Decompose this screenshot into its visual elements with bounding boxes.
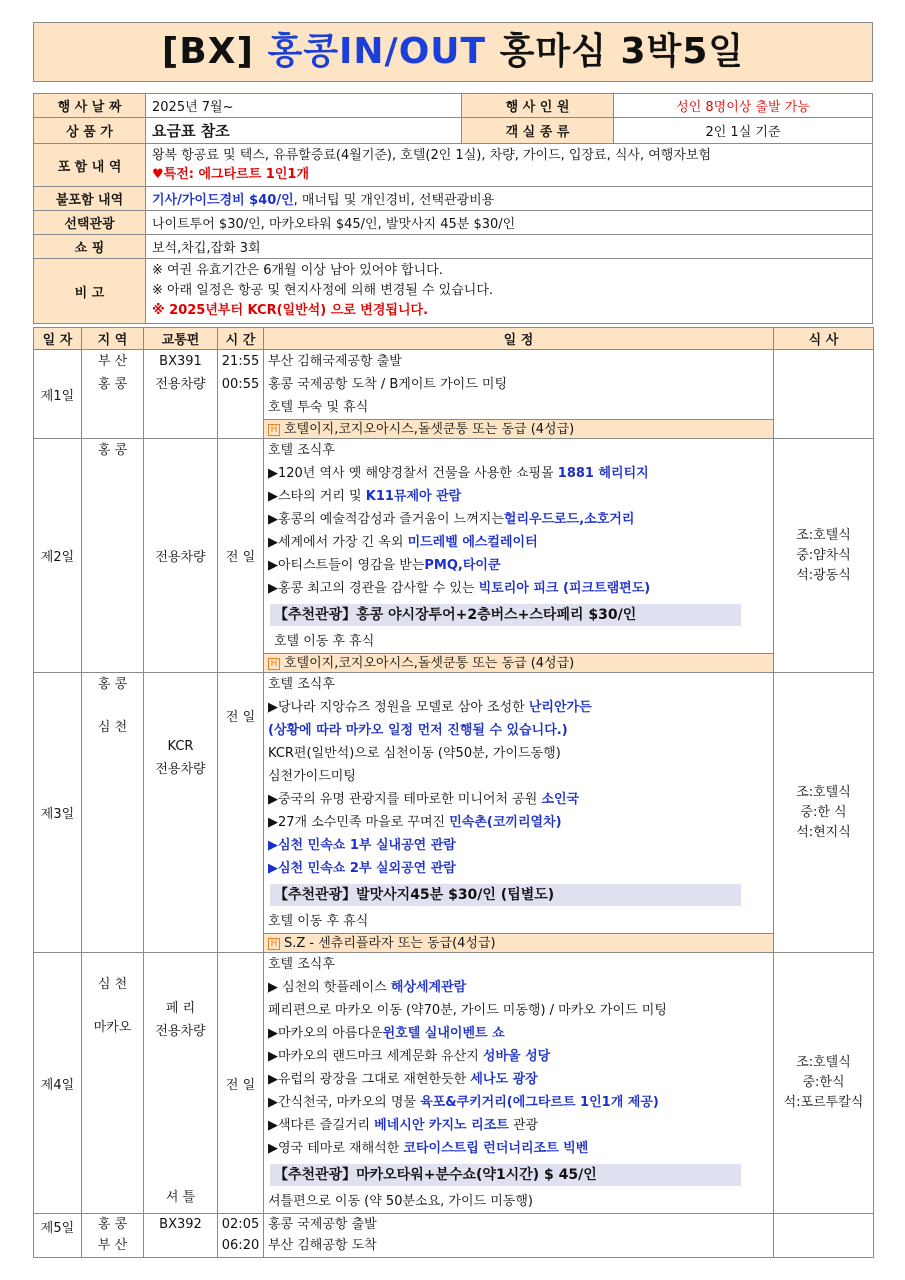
day3-row xyxy=(34,673,874,953)
day1-trans2: 전용차량 xyxy=(155,377,206,392)
day5-trans: BX392 xyxy=(159,1217,202,1232)
day4-line10: 셔틀편으로 이동 (약 50분소요, 가이드 미동행) xyxy=(268,1194,533,1209)
day2-region: 홍 콩 xyxy=(97,443,128,458)
day3-recommend: 【추천관광】발맛사지45분 $30/인 (팁별도) xyxy=(270,884,741,906)
option-value: 나이트투어 $30/인, 마카오타워 $45/인, 발맛사지 45분 $30/인 xyxy=(146,211,873,235)
day2-line1: 호텔 조식후 xyxy=(268,443,335,458)
day1-time2: 00:55 xyxy=(221,377,260,392)
day5-line2: 부산 김해공항 도착 xyxy=(268,1238,377,1253)
day3-line1: 호텔 조식후 xyxy=(268,677,335,692)
hotel-icon: H xyxy=(268,424,280,436)
day3-line7: ▶27개 소수민족 마을로 꾸며진 민속촌(코끼리열차) xyxy=(268,815,562,830)
info-table xyxy=(33,93,873,324)
day3-line9: ▶심천 민속쇼 2부 실외공연 관람 xyxy=(268,861,456,876)
day1-time1: 21:55 xyxy=(221,354,260,369)
title-prefix: [BX] xyxy=(161,31,268,72)
day4-meal1: 조:호텔식 xyxy=(796,1055,851,1070)
header-transport: 교통편 xyxy=(144,328,218,350)
day2-line4: ▶홍콩의 예술적감성과 즐거움이 느껴지는헐리우드로드,소호거리 xyxy=(268,512,635,527)
hotel-icon: H xyxy=(268,938,280,950)
day4-meal2: 중:한식 xyxy=(802,1075,845,1090)
include-value: 왕복 항공료 및 텍스, 유류할증료(4월기준), 호텔(2인 1실), 차량, 가이드, 입장료, 식사, 여행자보험 xyxy=(152,148,712,163)
day2-line5: ▶세계에서 가장 긴 옥외 미드레벨 에스컬레이터 xyxy=(268,535,538,550)
exclude-bold: 기사/가이드경비 $40/인 xyxy=(152,193,294,208)
exclude-label: 불포함 내역 xyxy=(34,187,146,211)
header-region: 지 역 xyxy=(82,328,144,350)
price-label: 상 품 가 xyxy=(34,118,146,144)
shop-value: 보석,차깁,잡화 3회 xyxy=(146,235,873,259)
day3-line4: KCR편(일반석)으로 심천이동 (약50분, 가이드동행) xyxy=(268,746,561,761)
schedule-table xyxy=(33,327,874,1258)
hotel-icon: H xyxy=(268,658,280,670)
day2-time: 전 일 xyxy=(225,550,256,565)
day1-region2: 홍 콩 xyxy=(97,377,128,392)
option-label: 선택관광 xyxy=(34,211,146,235)
day3-trans1: KCR xyxy=(167,739,194,754)
day4-label: 제4일 xyxy=(34,953,82,1214)
day2-recommend: 【추천관광】홍콩 야시장투어+2층버스+스타페리 $30/인 xyxy=(270,604,741,626)
day5-region1: 홍 콩 xyxy=(97,1217,128,1232)
day5-time2: 06:20 xyxy=(221,1238,260,1253)
price-value: 요금표 참조 xyxy=(146,118,462,144)
day4-trans3: 셔 틀 xyxy=(165,1190,196,1205)
period-value: 2025년 7월~ xyxy=(146,94,462,118)
period-label: 행 사 날 짜 xyxy=(34,94,146,118)
day4-line9: ▶영국 테마로 재해석한 코타이스트립 런더너리조트 빅벤 xyxy=(268,1141,589,1156)
day3-region2: 심 천 xyxy=(97,720,128,735)
day5-region2: 부 산 xyxy=(97,1238,128,1253)
day3-meal2: 중:한 식 xyxy=(800,804,847,820)
note-1: ※ 여권 유효기간은 6개월 이상 남아 있어야 합니다. xyxy=(152,263,443,278)
note-label: 비 고 xyxy=(34,259,146,324)
day1-hotel: H 호텔이지,코지오아시스,돌셋쿤통 또는 동급 (4성급) xyxy=(264,419,773,438)
shop-label: 쇼 핑 xyxy=(34,235,146,259)
day4-line8: ▶색다른 즐길거리 베네시안 카지노 리조트 관광 xyxy=(268,1118,539,1133)
day4-line1: 호텔 조식후 xyxy=(268,957,335,972)
day3-trans2: 전용차량 xyxy=(155,762,206,777)
day1-row xyxy=(34,350,874,439)
room-value: 2인 1실 기준 xyxy=(614,118,873,144)
header-meal: 식 사 xyxy=(774,328,874,350)
day4-region2: 마카오 xyxy=(93,1020,132,1035)
include-label: 포 함 내 역 xyxy=(34,144,146,187)
header-time: 시 간 xyxy=(218,328,264,350)
note-2: ※ 아래 일정은 항공 및 현지사정에 의해 변경될 수 있습니다. xyxy=(152,283,494,298)
day1-label: 제1일 xyxy=(34,350,82,439)
day4-time: 전 일 xyxy=(225,1077,256,1093)
day2-line8: 호텔 이동 후 휴식 xyxy=(274,634,375,649)
day5-row xyxy=(34,1214,874,1258)
day3-line2: ▶당나라 지앙슈즈 정원을 모델로 삼아 조성한 난리안가든 xyxy=(268,700,592,715)
day4-recommend: 【추천관광】마카오타워+분수쇼(약1시간) $ 45/인 xyxy=(270,1164,741,1186)
include-special: ♥특전: 에그타르트 1인1개 xyxy=(152,167,310,182)
day3-meal1: 조:호텔식 xyxy=(796,784,851,800)
day4-line5: ▶마카오의 랜드마크 세계문화 유산지 성바울 성당 xyxy=(268,1049,551,1064)
day2-label: 제2일 xyxy=(34,439,82,673)
day4-line4: ▶마카오의 아름다운윈호텔 실내이벤트 쇼 xyxy=(268,1026,505,1041)
day4-trans1: 페 리 xyxy=(165,1001,196,1016)
header-day: 일 자 xyxy=(34,328,82,350)
day3-meal3: 석:현지식 xyxy=(796,824,851,840)
day2-meal1: 조:호텔식 xyxy=(796,527,851,543)
day3-time: 전 일 xyxy=(225,710,256,725)
day4-line2: ▶ 심천의 핫플레이스 해상세계관람 xyxy=(268,980,467,995)
day3-hotel: H S.Z - 센츄리플라자 또는 동급(4성급) xyxy=(264,933,773,952)
exclude-rest: , 매너팁 및 개인경비, 선택관광비용 xyxy=(293,193,495,208)
day5-line1: 홍콩 국제공항 출발 xyxy=(268,1217,377,1232)
day2-line7: ▶홍콩 최고의 경관을 감사할 수 있는 빅토리아 피크 (피크트램편도) xyxy=(268,581,651,596)
day3-label: 제3일 xyxy=(34,673,82,953)
day4-line7: ▶간식천국, 마카오의 명물 육포&쿠키거리(에그타르트 1인1개 제공) xyxy=(268,1095,659,1110)
day2-trans: 전용차량 xyxy=(155,550,206,565)
day1-line2: 홍콩 국제공항 도착 / B게이트 가이드 미팅 xyxy=(268,377,508,392)
people-label: 행 사 인 원 xyxy=(462,94,614,118)
day4-trans2: 전용차량 xyxy=(155,1024,206,1039)
note-3: ※ 2025년부터 KCR(일반석) 으로 변경됩니다. xyxy=(152,303,429,318)
header-schedule: 일 정 xyxy=(264,328,774,350)
day4-region1: 심 천 xyxy=(97,977,128,992)
day3-line10: 호텔 이동 후 휴식 xyxy=(268,914,369,929)
day2-line2: ▶120년 역사 옛 해양경찰서 건물을 사용한 쇼핑몰 1881 헤리티지 xyxy=(268,466,649,481)
day1-line3: 호텔 투숙 및 휴식 xyxy=(268,400,369,415)
title-highlight: 홍콩IN/OUT xyxy=(267,31,487,72)
day3-line8: ▶심천 민속쇼 1부 실내공연 관람 xyxy=(268,838,456,853)
day1-trans1: BX391 xyxy=(159,354,202,369)
day2-meal2: 중:얌차식 xyxy=(796,547,851,563)
day3-line6: ▶중국의 유명 관광지를 테마로한 미니어처 공원 소인국 xyxy=(268,792,580,807)
day3-line5: 심천가이드미팅 xyxy=(268,769,356,784)
day4-meal3: 석:포르투칼식 xyxy=(783,1095,864,1110)
page-title xyxy=(33,22,873,82)
day4-line3: 페리편으로 마카오 이동 (약70분, 가이드 미동행) / 마카오 가이드 미팅 xyxy=(268,1003,667,1018)
day3-line3: (상황에 따라 마카오 일정 먼저 진행될 수 있습니다.) xyxy=(268,723,568,738)
day4-line6: ▶유럽의 광장을 그대로 재현한듯한 세나도 광장 xyxy=(268,1072,538,1087)
day2-meal3: 석:광동식 xyxy=(796,567,851,583)
day2-row xyxy=(34,439,874,673)
day1-line1: 부산 김해국제공항 출발 xyxy=(268,354,402,369)
people-value: 성인 8명이상 출발 가능 xyxy=(614,94,873,118)
day3-region1: 홍 콩 xyxy=(97,677,128,692)
day1-region1: 부 산 xyxy=(97,354,128,369)
day2-line6: ▶아티스트들이 영감을 받는PMQ,타이쿤 xyxy=(268,558,501,573)
day2-line3: ▶스타의 거리 및 K11뮤제아 관람 xyxy=(268,489,462,504)
day2-hotel: H 호텔이지,코지오아시스,돌셋쿤통 또는 동급 (4성급) xyxy=(264,653,773,672)
title-suffix: 홍마심 3박5일 xyxy=(486,31,745,72)
day4-row xyxy=(34,953,874,1214)
room-label: 객 실 종 류 xyxy=(462,118,614,144)
day5-time1: 02:05 xyxy=(221,1217,260,1232)
day5-label: 제5일 xyxy=(34,1214,82,1258)
